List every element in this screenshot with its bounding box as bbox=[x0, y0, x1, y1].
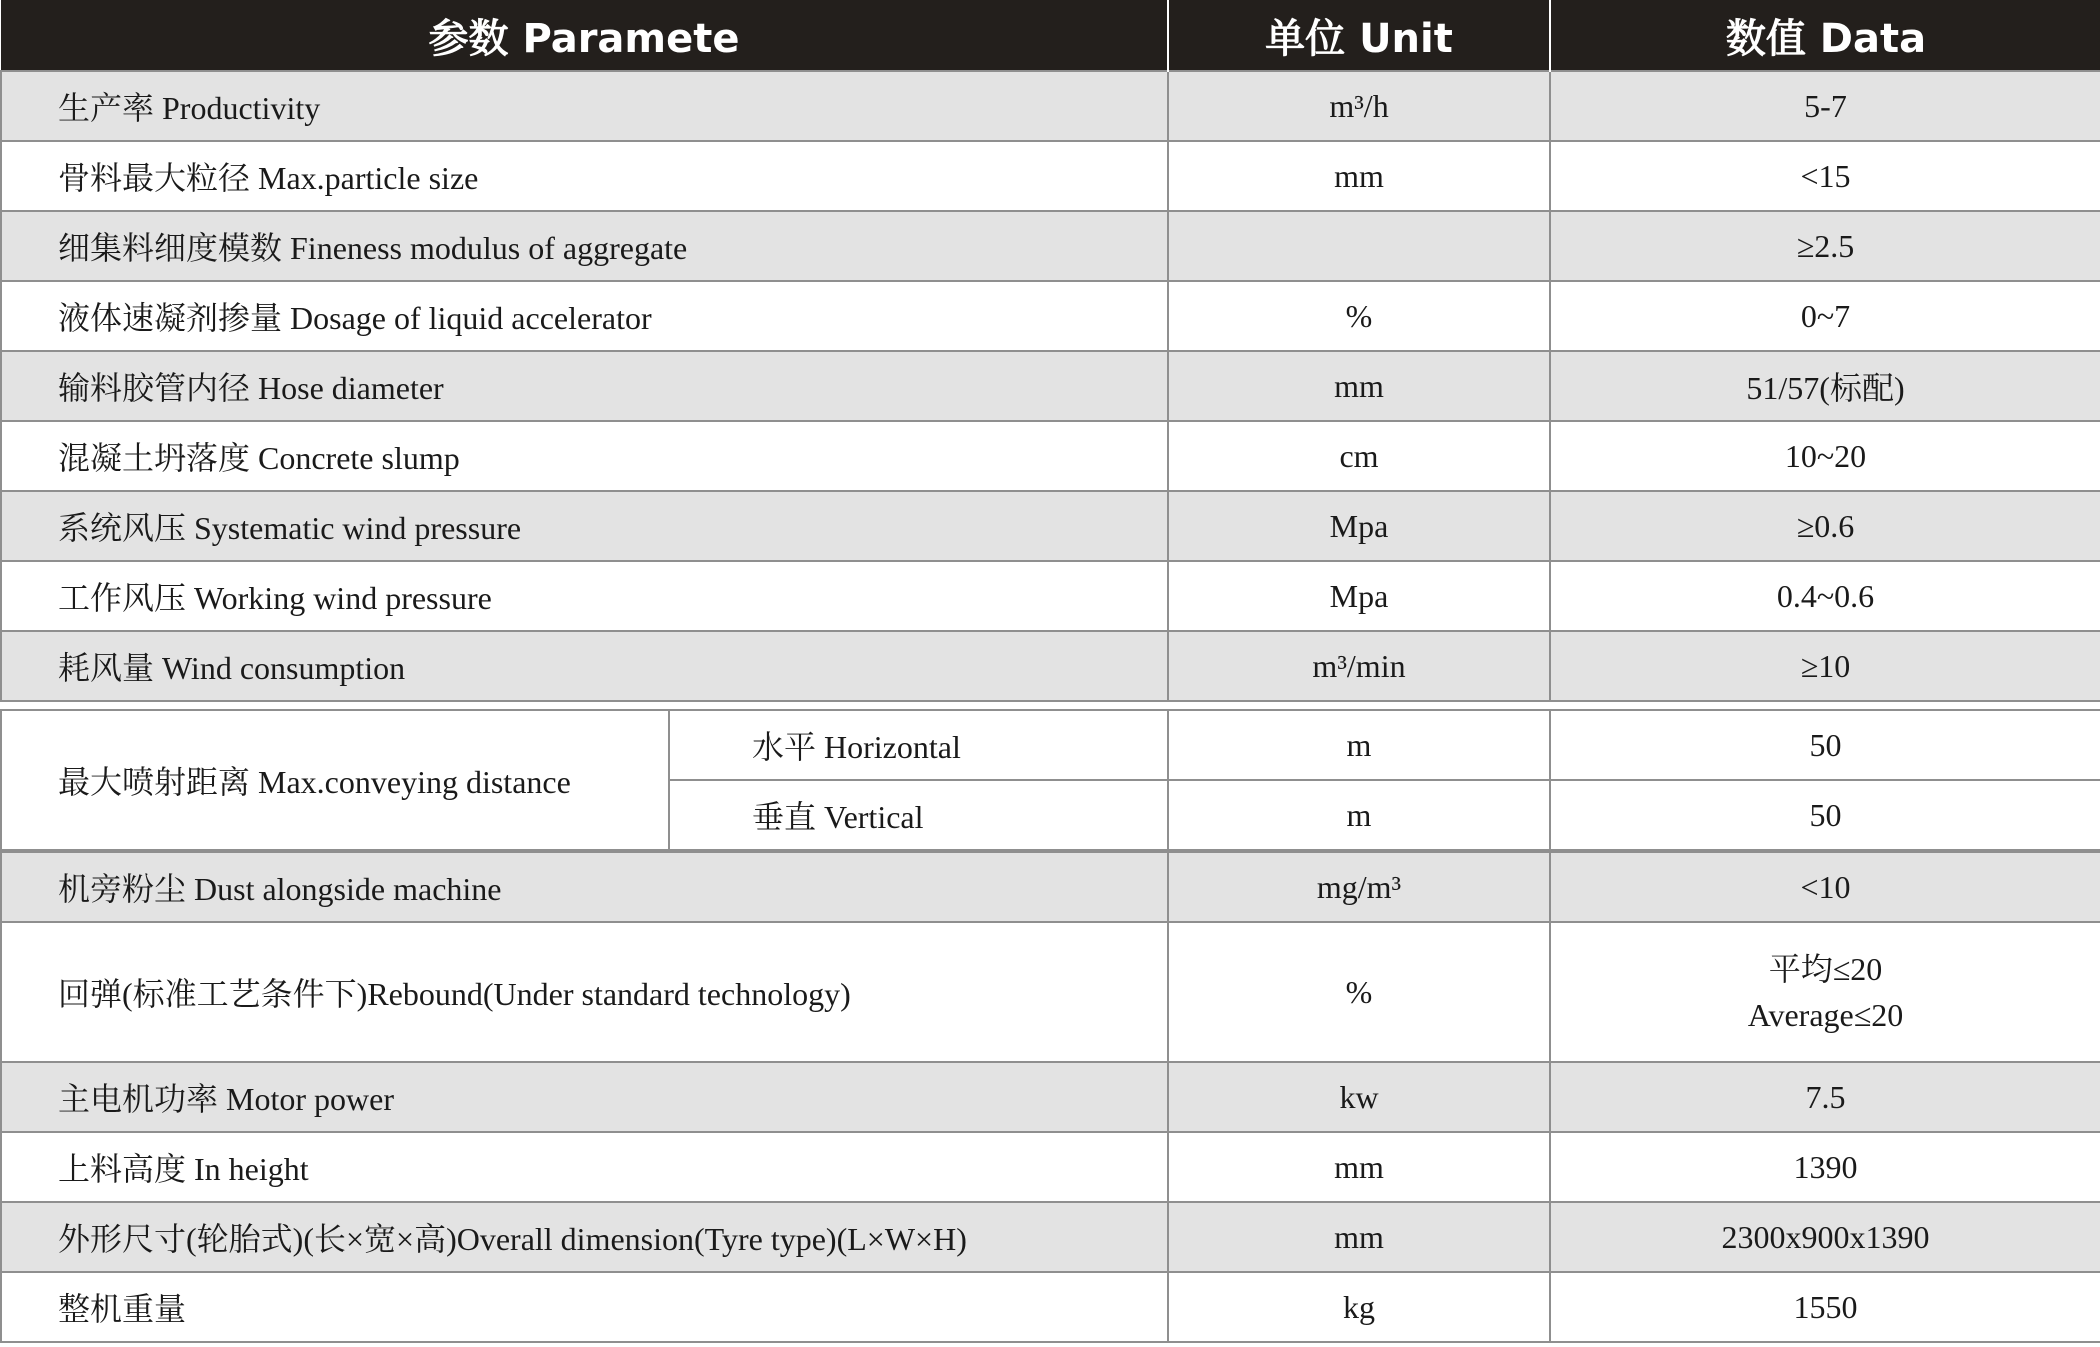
param-cell: 输料胶管内径 Hose diameter bbox=[1, 351, 1168, 421]
table-row bbox=[1, 421, 2100, 491]
table-row bbox=[1, 1062, 2100, 1132]
data-cell: 51/57(标配) bbox=[1550, 351, 2100, 421]
data-cell bbox=[1550, 922, 2100, 1062]
table-row bbox=[1, 561, 2100, 631]
param-cell: 整机重量 bbox=[1, 1272, 1168, 1342]
data-cell: 10~20 bbox=[1550, 421, 2100, 491]
data-cell: 1550 bbox=[1550, 1272, 2100, 1342]
unit-cell: % bbox=[1168, 281, 1550, 351]
unit-cell bbox=[1168, 211, 1550, 281]
param-cell: 液体速凝剂掺量 Dosage of liquid accelerator bbox=[1, 281, 1168, 351]
param-cell: 外形尺寸(轮胎式)(长×宽×高)Overall dimension(Tyre type)(L×W×H) bbox=[1, 1202, 1168, 1272]
table-row bbox=[1, 141, 2100, 211]
rebound-data-line2: Average≤20 bbox=[1747, 997, 1904, 1033]
param-cell: 上料高度 In height bbox=[1, 1132, 1168, 1202]
param-cell: 生产率 Productivity bbox=[1, 71, 1168, 141]
vertical-label: 垂直 Vertical bbox=[669, 780, 1168, 850]
data-cell: <15 bbox=[1550, 141, 2100, 211]
param-cell: 混凝土坍落度 Concrete slump bbox=[1, 421, 1168, 491]
unit-cell: cm bbox=[1168, 421, 1550, 491]
table-row bbox=[1, 710, 2100, 780]
unit-cell: mm bbox=[1168, 1132, 1550, 1202]
header-unit: 单位 Unit bbox=[1168, 0, 1550, 71]
distance-param-cell: 最大喷射距离 Max.conveying distance bbox=[1, 710, 669, 850]
unit-cell: m³/min bbox=[1168, 631, 1550, 701]
table-row bbox=[1, 631, 2100, 701]
data-cell: 0~7 bbox=[1550, 281, 2100, 351]
unit-cell: kg bbox=[1168, 1272, 1550, 1342]
param-cell: 细集料细度模数 Fineness modulus of aggregate bbox=[1, 211, 1168, 281]
table-row bbox=[1, 211, 2100, 281]
table-row bbox=[1, 71, 2100, 141]
table-row bbox=[1, 491, 2100, 561]
param-cell: 耗风量 Wind consumption bbox=[1, 631, 1168, 701]
unit-cell: % bbox=[1168, 922, 1550, 1062]
data-cell: ≥10 bbox=[1550, 631, 2100, 701]
unit-cell: m³/h bbox=[1168, 71, 1550, 141]
unit-cell: mm bbox=[1168, 351, 1550, 421]
param-cell: 工作风压 Working wind pressure bbox=[1, 561, 1168, 631]
param-cell: 回弹(标准工艺条件下)Rebound(Under standard technology) bbox=[1, 922, 1168, 1062]
distance-table bbox=[0, 709, 2100, 851]
horizontal-unit: m bbox=[1168, 710, 1550, 780]
table-row bbox=[1, 852, 2100, 922]
data-cell: ≥0.6 bbox=[1550, 491, 2100, 561]
rebound-data-line1: 平均≤20 bbox=[1768, 951, 1883, 987]
data-cell: 7.5 bbox=[1550, 1062, 2100, 1132]
param-cell: 系统风压 Systematic wind pressure bbox=[1, 491, 1168, 561]
unit-cell: kw bbox=[1168, 1062, 1550, 1132]
table-row bbox=[1, 1202, 2100, 1272]
unit-cell: mg/m³ bbox=[1168, 852, 1550, 922]
horizontal-label: 水平 Horizontal bbox=[669, 710, 1168, 780]
unit-cell: mm bbox=[1168, 141, 1550, 211]
table-row bbox=[1, 281, 2100, 351]
unit-cell: Mpa bbox=[1168, 561, 1550, 631]
lower-table bbox=[0, 851, 2100, 1343]
table-row bbox=[1, 1132, 2100, 1202]
data-cell: <10 bbox=[1550, 852, 2100, 922]
table-row bbox=[1, 1272, 2100, 1342]
unit-cell: Mpa bbox=[1168, 491, 1550, 561]
horizontal-data: 50 bbox=[1550, 710, 2100, 780]
data-cell: 2300x900x1390 bbox=[1550, 1202, 2100, 1272]
param-cell: 机旁粉尘 Dust alongside machine bbox=[1, 852, 1168, 922]
header-param: 参数 Paramete bbox=[1, 0, 1168, 71]
vertical-unit: m bbox=[1168, 780, 1550, 850]
unit-cell: mm bbox=[1168, 1202, 1550, 1272]
param-cell: 主电机功率 Motor power bbox=[1, 1062, 1168, 1132]
data-cell: 5-7 bbox=[1550, 71, 2100, 141]
vertical-data: 50 bbox=[1550, 780, 2100, 850]
data-cell: 0.4~0.6 bbox=[1550, 561, 2100, 631]
data-cell: 1390 bbox=[1550, 1132, 2100, 1202]
table-row bbox=[1, 351, 2100, 421]
param-cell: 骨料最大粒径 Max.particle size bbox=[1, 141, 1168, 211]
table-row bbox=[1, 922, 2100, 1062]
table-header bbox=[1, 0, 2100, 71]
header-data: 数值 Data bbox=[1550, 0, 2100, 71]
data-cell: ≥2.5 bbox=[1550, 211, 2100, 281]
